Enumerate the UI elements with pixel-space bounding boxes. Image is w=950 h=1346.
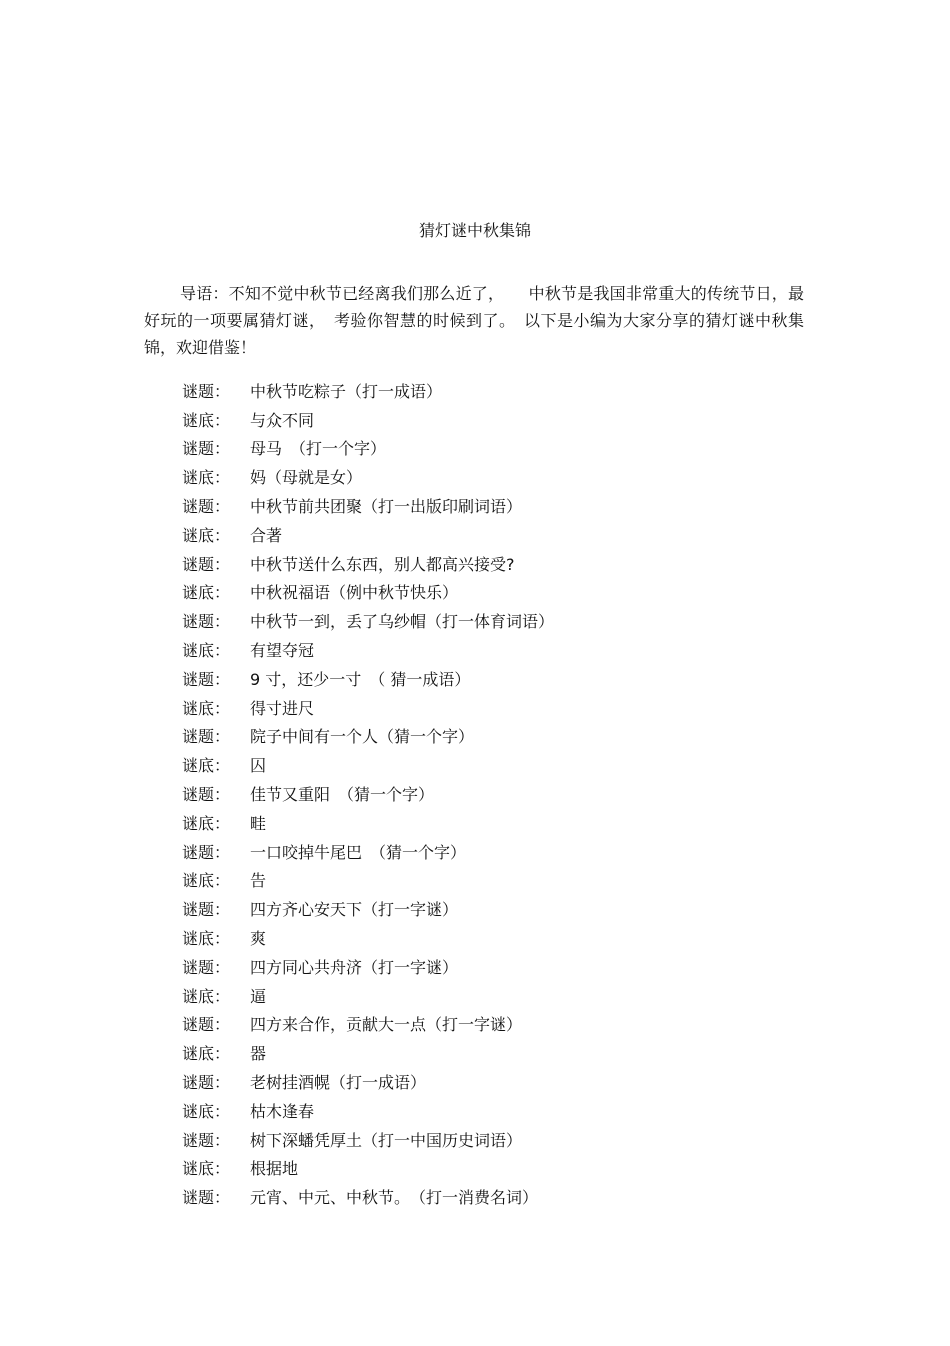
riddle-label: 谜底： [182,641,231,661]
riddle-label: 谜题： [182,957,231,977]
riddle-row [182,1154,802,1183]
riddle-text: 四方齐心安天下（打一字谜） [250,900,459,920]
riddle-row [182,491,802,520]
riddle-label: 谜底： [182,1101,231,1121]
riddle-row [182,923,802,952]
riddle-label: 谜底： [182,813,231,833]
riddle-label: 谜底： [182,929,231,949]
riddle-label: 谜题： [182,842,231,862]
riddle-text: 中秋节前共团聚（打一出版印刷词语） [250,497,523,517]
riddle-label: 谜题： [182,381,231,401]
riddle-row [182,405,802,434]
riddle-label: 谜题： [182,1015,231,1035]
riddle-row [182,1067,802,1096]
riddle-label: 谜题： [182,439,231,459]
riddle-text: 四方同心共舟济（打一字谜） [250,957,459,977]
riddle-text: 中秋节一到，丢了乌纱帽（打一体育词语） [250,612,555,632]
riddle-text: 器 [250,1044,267,1064]
riddle-text: 畦 [250,813,267,833]
riddle-text: 老树挂酒幌（打一成语） [250,1073,427,1093]
riddle-text: 中秋节送什么东西，别人都高兴接受? [250,554,515,574]
riddle-row [182,606,802,635]
riddle-row [182,722,802,751]
riddle-label: 谜题： [182,727,231,747]
riddle-label: 谜题： [182,1130,231,1150]
riddle-label: 谜题： [182,497,231,517]
riddle-text: 母马 （打一个字） [250,439,387,459]
riddle-label: 谜题： [182,612,231,632]
riddle-row [182,866,802,895]
riddle-list [182,376,802,1211]
riddle-text: 中秋祝福语（例中秋节快乐） [250,583,459,603]
riddle-text: 一口咬掉牛尾巴 （猜一个字） [250,842,467,862]
riddle-row [182,635,802,664]
riddle-row [182,1038,802,1067]
riddle-text: 元宵、中元、中秋节。 （打一消费名词） [250,1188,539,1208]
riddle-text: 囚 [250,756,267,776]
riddle-row [182,1125,802,1154]
riddle-text: 根据地 [250,1159,299,1179]
riddle-row [182,434,802,463]
riddle-text: 合著 [250,525,283,545]
riddle-label: 谜底： [182,756,231,776]
riddle-label: 谜底： [182,871,231,891]
riddle-row [182,750,802,779]
riddle-text: 佳节又重阳 （猜一个字） [250,785,435,805]
riddle-text: 告 [250,871,267,891]
riddle-label: 谜底： [182,1159,231,1179]
riddle-label: 谜底： [182,986,231,1006]
riddle-label: 谜题： [182,785,231,805]
riddle-row [182,549,802,578]
riddle-text: 有望夺冠 [250,641,315,661]
riddle-label: 谜底： [182,698,231,718]
riddle-text: 9 寸，还少一寸 （ 猜一成语） [250,669,471,689]
intro-paragraph: 导语：不知不觉中秋节已经离我们那么近了， 中秋节是我国非常重大的传统节日，最好玩的一项要属猜灯谜， 考验你智慧的时候到了。 以下是小编为大家分享的猜灯谜中秋集锦，欢迎借鉴！ [144,284,804,357]
riddle-row [182,1010,802,1039]
riddle-text: 逼 [250,986,267,1006]
riddle-row [182,462,802,491]
riddle-text: 四方来合作，贡献大一点（打一字谜） [250,1015,523,1035]
riddle-row [182,520,802,549]
riddle-row [182,1182,802,1211]
riddle-label: 谜题： [182,669,231,689]
riddle-label: 谜底： [182,583,231,603]
riddle-label: 谜题： [182,1073,231,1093]
riddle-row [182,808,802,837]
riddle-label: 谜题： [182,554,231,574]
riddle-row [182,779,802,808]
riddle-text: 妈（母就是女） [250,468,363,488]
document-title: 猜灯谜中秋集锦 [418,221,531,240]
riddle-text: 院子中间有一个人（猜一个字） [250,727,475,747]
riddle-text: 得寸进尺 [250,698,315,718]
riddle-row [182,952,802,981]
riddle-text: 中秋节吃粽子（打一成语） [250,381,443,401]
riddle-row [182,376,802,405]
riddle-label: 谜底： [182,525,231,545]
riddle-row [182,894,802,923]
riddle-row [182,664,802,693]
riddle-text: 树下深蟠凭厚土（打一中国历史词语） [250,1130,523,1150]
riddle-label: 谜题： [182,1188,231,1208]
riddle-row [182,693,802,722]
riddle-label: 谜底： [182,468,231,488]
riddle-row [182,837,802,866]
riddle-label: 谜底： [182,1044,231,1064]
riddle-row [182,981,802,1010]
riddle-text: 与众不同 [250,410,315,430]
riddle-label: 谜题： [182,900,231,920]
riddle-text: 枯木逢春 [250,1101,315,1121]
riddle-text: 爽 [250,929,267,949]
riddle-row [182,578,802,607]
riddle-label: 谜底： [182,410,231,430]
riddle-row [182,1096,802,1125]
